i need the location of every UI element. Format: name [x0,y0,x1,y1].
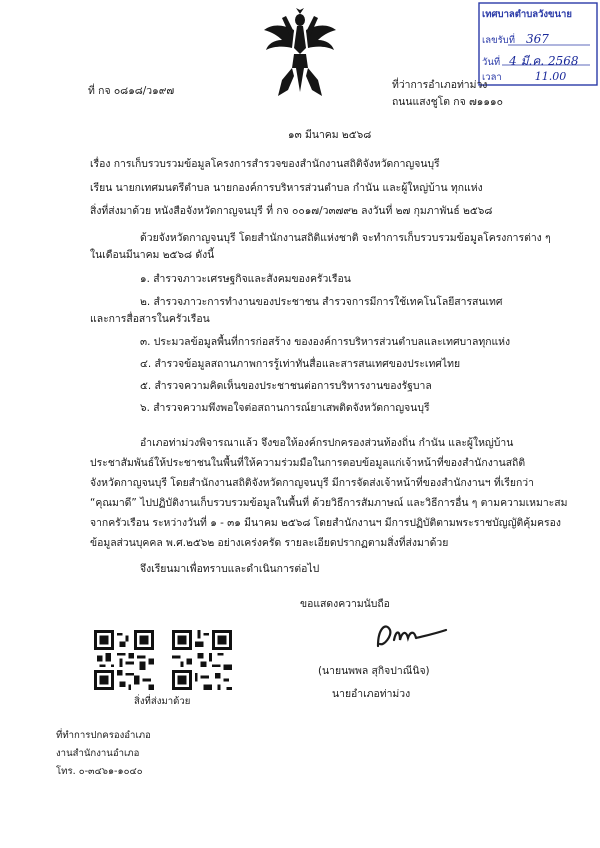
letter-date: ๑๓ มีนาคม ๒๕๖๘ [288,129,372,141]
body-line-6: ข้อมูลส่วนบุคคล พ.ศ.๒๕๖๒ อย่างเคร่งครัด รายละเอียดปรากฏตามสิ่งที่ส่งมาด้วย [90,537,449,549]
stamp-date-label: วันที่ [482,57,501,68]
handwritten-signature [372,616,452,654]
survey-item-2: ๒. สำรวจภาวะการทำงานของประชาชน สำรวจการมีการใช้เทคโนโลยีสารสนเทศ [140,296,503,308]
stamp-received-label: เลขรับที่ [482,35,515,46]
subject-line: เรื่อง การเก็บรวบรวมข้อมูลโครงการสำรวจของสำนักงานสถิติจังหวัดกาญจนบุรี [90,158,440,170]
office-line-1: ที่ว่าการอำเภอท่าม่วง [392,79,488,91]
addressee-line: เรียน นายกเทศมนตรีตำบล นายกองค์การบริหารส่วนตำบล กำนัน และผู้ใหญ่บ้าน ทุกแห่ง [90,182,483,194]
receipt-stamp [478,2,598,86]
survey-item-5: ๕. สำรวจความคิดเห็นของประชาชนต่อการบริหารงานของรัฐบาล [140,380,432,392]
intro-line-1: ด้วยจังหวัดกาญจนบุรี โดยสำนักงานสถิติแห่งชาติ จะทำการเก็บรวบรวมข้อมูลโครงการต่าง ๆ [140,232,551,244]
office-line-2: ถนนแสงชูโต กจ ๗๑๑๑๐ [392,96,503,108]
doc-number: ที่ กจ ๐๘๑๘/ว๑๙๗ [88,85,175,97]
survey-item-6: ๖. สำรวจความพึงพอใจต่อสถานการณ์ยาเสพติดจังหวัดกาญจนบุรี [140,402,430,414]
reference-line: สิ่งที่ส่งมาด้วย หนังสือจังหวัดกาญจนบุรี ที่ กจ ๐๐๑๗/ว๓๗๙๒ ลงวันที่ ๒๗ กุมภาพันธ์ ๒๕๖๘ [90,205,493,217]
footer-unit: งานสำนักงานอำเภอ [56,748,140,759]
signatory-title: นายอำเภอท่าม่วง [332,688,411,700]
signatory-name: (นายนพพล สุกิจปาณีนิจ) [318,665,430,677]
body-line-1: อำเภอท่าม่วงพิจารณาแล้ว จึงขอให้องค์กรปกครองส่วนท้องถิ่น กำนัน และผู้ใหญ่บ้าน [140,437,514,449]
body-line-5: จากครัวเรือน ระหว่างวันที่ ๑ - ๓๑ มีนาคม ๒๕๖๘ โดยสำนักงานฯ มีการปฏิบัติตามพระราชบัญญัติคุ้มครอง [90,517,561,529]
footer-dept: ที่ทำการปกครองอำเภอ [56,730,151,741]
footer-phone: โทร. ๐-๓๔๖๑-๑๐๔๐ [56,766,143,777]
stamp-time-label: เวลา [482,72,502,83]
attachment-caption: สิ่งที่ส่งมาด้วย [134,696,191,707]
body-line-4: “คุณมาดี” ไปปฏิบัติงานเก็บรวบรวมข้อมูลในพื้นที่ ด้วยวิธีการสัมภาษณ์ และวิธีการอื่น ๆ ตามความเหมาะสม [90,497,568,509]
closing-request: จึงเรียนมาเพื่อทราบและดำเนินการต่อไป [140,563,320,575]
qr-code-1 [94,630,154,690]
stamp-date-value: 4 มี.ค. 2568 [509,54,579,68]
salutation: ขอแสดงความนับถือ [300,598,390,610]
survey-item-2-cont: และการสื่อสารในครัวเรือน [90,313,210,325]
stamp-received-no: 367 [526,32,549,46]
survey-item-4: ๔. สำรวจข้อมูลสถานภาพการรู้เท่าทันสื่อและสารสนเทศของประเทศไทย [140,358,461,370]
intro-line-2: ในเดือนมีนาคม ๒๕๖๘ ดังนี้ [90,249,215,261]
stamp-time-value: 11.00 [534,70,567,83]
garuda-emblem [262,6,338,98]
survey-item-1: ๑. สำรวจภาวะเศรษฐกิจและสังคมของครัวเรือน [140,273,351,285]
qr-code-2 [172,630,232,690]
survey-item-3: ๓. ประมวลข้อมูลพื้นที่การก่อสร้าง ขององค์การบริหารส่วนตำบลและเทศบาลทุกแห่ง [140,336,511,348]
body-line-2: ประชาสัมพันธ์ให้ประชาชนในพื้นที่ให้ความร่วมมือในการตอบข้อมูลแก่เจ้าหน้าที่ของสำนักงานสถิติ [90,457,526,469]
stamp-org: เทศบาลตำบลวังขนาย [482,9,572,20]
body-line-3: จังหวัดกาญจนบุรี โดยสำนักงานสถิติจังหวัดกาญจนบุรี มีการจัดส่งเจ้าหน้าที่ของสำนักงานฯ ที่เรียกว่า [90,477,534,489]
